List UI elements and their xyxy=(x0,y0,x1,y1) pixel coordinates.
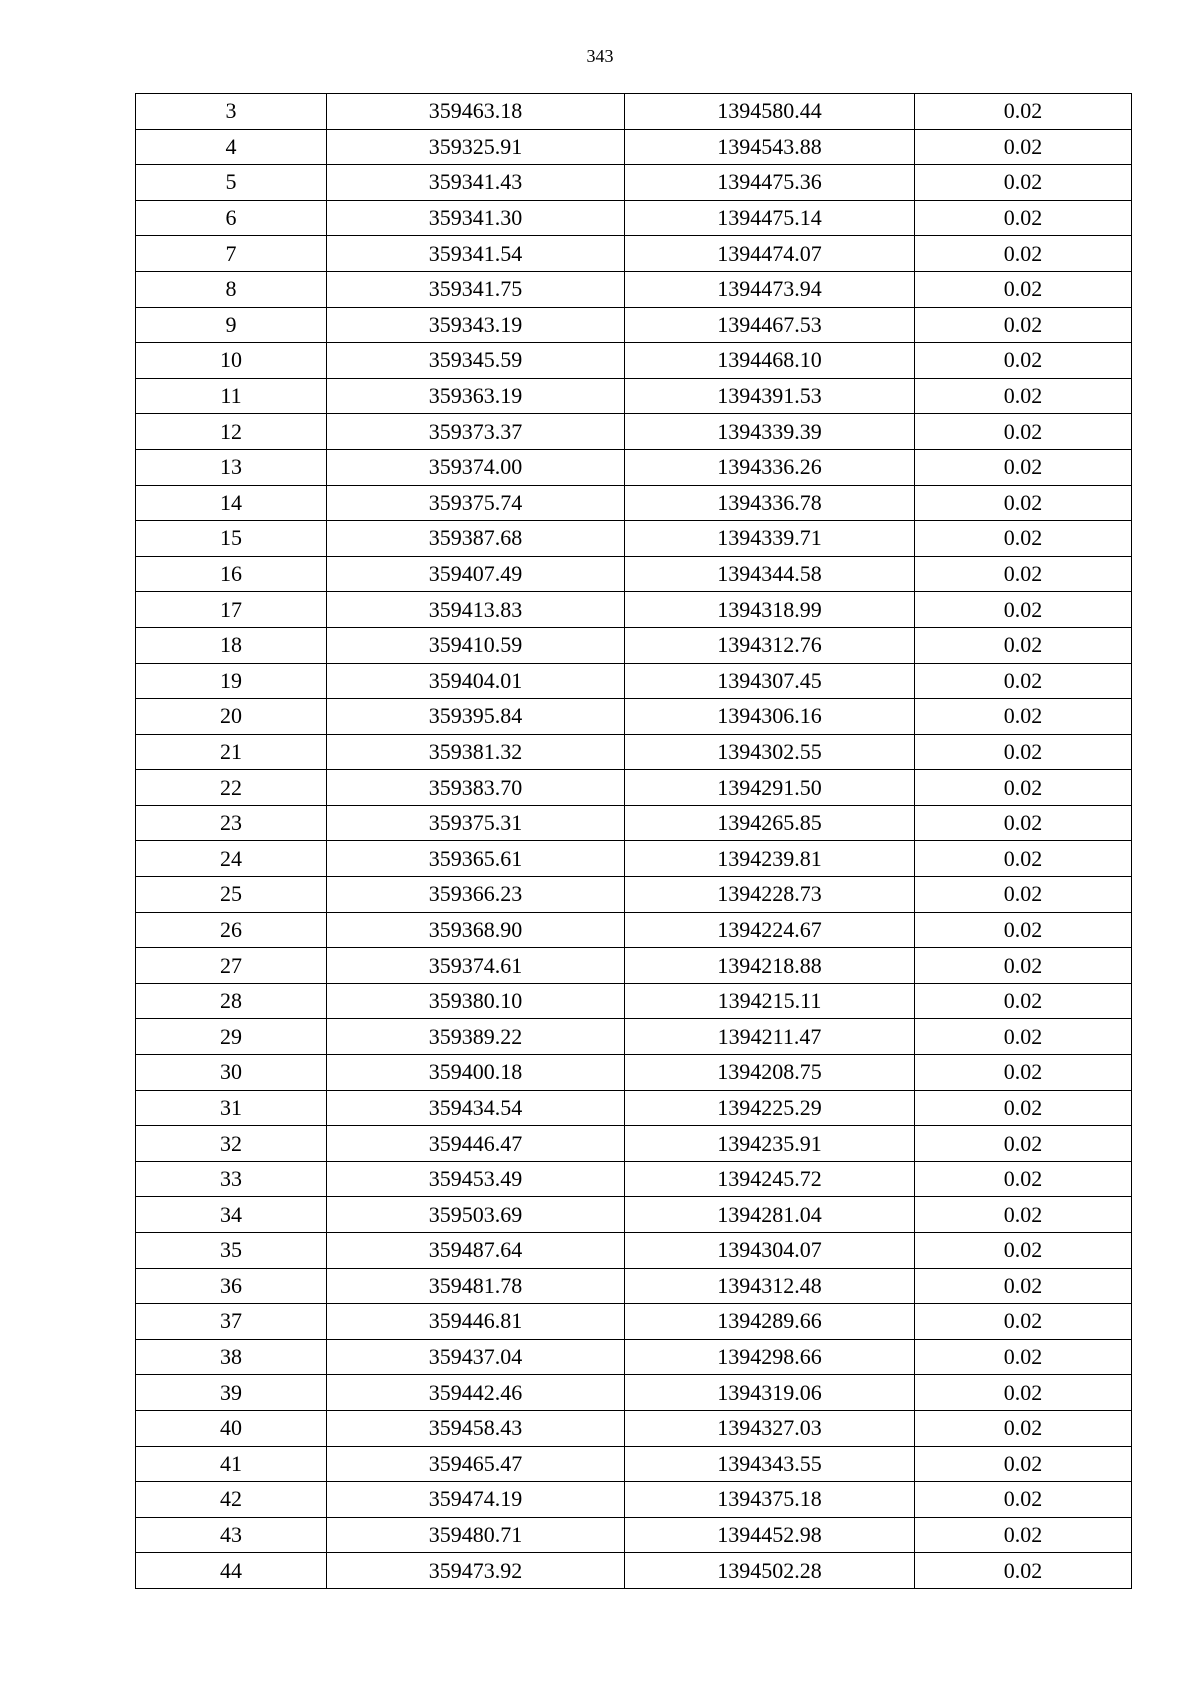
tolerance-cell: 0.02 xyxy=(915,556,1132,592)
point-number-cell: 25 xyxy=(136,877,327,913)
table-row xyxy=(136,485,1132,521)
point-number-cell: 4 xyxy=(136,129,327,165)
page-number: 343 xyxy=(586,46,614,66)
point-number-cell: 41 xyxy=(136,1446,327,1482)
point-number-cell: 38 xyxy=(136,1339,327,1375)
tolerance-cell: 0.02 xyxy=(915,1339,1132,1375)
x-coordinate-cell: 359341.54 xyxy=(327,236,625,272)
y-coordinate-cell: 1394281.04 xyxy=(625,1197,915,1233)
tolerance-cell: 0.02 xyxy=(915,1553,1132,1589)
x-coordinate-cell: 359375.31 xyxy=(327,805,625,841)
point-number-cell: 6 xyxy=(136,200,327,236)
point-number-cell: 12 xyxy=(136,414,327,450)
point-number-cell: 13 xyxy=(136,449,327,485)
x-coordinate-cell: 359341.75 xyxy=(327,271,625,307)
table-row xyxy=(136,1233,1132,1269)
point-number-cell: 44 xyxy=(136,1553,327,1589)
tolerance-cell: 0.02 xyxy=(915,592,1132,628)
table-row xyxy=(136,770,1132,806)
table-row xyxy=(136,948,1132,984)
tolerance-cell: 0.02 xyxy=(915,307,1132,343)
x-coordinate-cell: 359413.83 xyxy=(327,592,625,628)
y-coordinate-cell: 1394319.06 xyxy=(625,1375,915,1411)
tolerance-cell: 0.02 xyxy=(915,1268,1132,1304)
table-row xyxy=(136,1304,1132,1340)
x-coordinate-cell: 359407.49 xyxy=(327,556,625,592)
table-row xyxy=(136,1517,1132,1553)
y-coordinate-cell: 1394312.48 xyxy=(625,1268,915,1304)
point-number-cell: 3 xyxy=(136,94,327,130)
table-row xyxy=(136,1339,1132,1375)
point-number-cell: 26 xyxy=(136,912,327,948)
y-coordinate-cell: 1394306.16 xyxy=(625,699,915,735)
tolerance-cell: 0.02 xyxy=(915,449,1132,485)
y-coordinate-cell: 1394339.71 xyxy=(625,521,915,557)
point-number-cell: 28 xyxy=(136,983,327,1019)
y-coordinate-cell: 1394468.10 xyxy=(625,343,915,379)
table-row xyxy=(136,1375,1132,1411)
tolerance-cell: 0.02 xyxy=(915,1197,1132,1233)
x-coordinate-cell: 359458.43 xyxy=(327,1410,625,1446)
point-number-cell: 42 xyxy=(136,1482,327,1518)
tolerance-cell: 0.02 xyxy=(915,1161,1132,1197)
tolerance-cell: 0.02 xyxy=(915,521,1132,557)
table-row xyxy=(136,1446,1132,1482)
point-number-cell: 14 xyxy=(136,485,327,521)
table-row xyxy=(136,378,1132,414)
table-row xyxy=(136,449,1132,485)
tolerance-cell: 0.02 xyxy=(915,1090,1132,1126)
table-row xyxy=(136,414,1132,450)
table-row xyxy=(136,1268,1132,1304)
y-coordinate-cell: 1394235.91 xyxy=(625,1126,915,1162)
point-number-cell: 7 xyxy=(136,236,327,272)
table-row xyxy=(136,663,1132,699)
tolerance-cell: 0.02 xyxy=(915,805,1132,841)
point-number-cell: 33 xyxy=(136,1161,327,1197)
y-coordinate-cell: 1394225.29 xyxy=(625,1090,915,1126)
point-number-cell: 19 xyxy=(136,663,327,699)
tolerance-cell: 0.02 xyxy=(915,1055,1132,1091)
tolerance-cell: 0.02 xyxy=(915,94,1132,130)
table-row xyxy=(136,1161,1132,1197)
x-coordinate-cell: 359453.49 xyxy=(327,1161,625,1197)
x-coordinate-cell: 359381.32 xyxy=(327,734,625,770)
point-number-cell: 17 xyxy=(136,592,327,628)
tolerance-cell: 0.02 xyxy=(915,1233,1132,1269)
y-coordinate-cell: 1394475.36 xyxy=(625,165,915,201)
y-coordinate-cell: 1394327.03 xyxy=(625,1410,915,1446)
x-coordinate-cell: 359437.04 xyxy=(327,1339,625,1375)
point-number-cell: 22 xyxy=(136,770,327,806)
x-coordinate-cell: 359446.81 xyxy=(327,1304,625,1340)
x-coordinate-cell: 359446.47 xyxy=(327,1126,625,1162)
y-coordinate-cell: 1394218.88 xyxy=(625,948,915,984)
x-coordinate-cell: 359374.00 xyxy=(327,449,625,485)
y-coordinate-cell: 1394312.76 xyxy=(625,627,915,663)
x-coordinate-cell: 359442.46 xyxy=(327,1375,625,1411)
tolerance-cell: 0.02 xyxy=(915,734,1132,770)
x-coordinate-cell: 359463.18 xyxy=(327,94,625,130)
y-coordinate-cell: 1394211.47 xyxy=(625,1019,915,1055)
table-row xyxy=(136,877,1132,913)
point-number-cell: 36 xyxy=(136,1268,327,1304)
table-row xyxy=(136,1055,1132,1091)
y-coordinate-cell: 1394336.26 xyxy=(625,449,915,485)
point-number-cell: 35 xyxy=(136,1233,327,1269)
table-row xyxy=(136,699,1132,735)
point-number-cell: 18 xyxy=(136,627,327,663)
y-coordinate-cell: 1394343.55 xyxy=(625,1446,915,1482)
tolerance-cell: 0.02 xyxy=(915,1375,1132,1411)
x-coordinate-cell: 359373.37 xyxy=(327,414,625,450)
y-coordinate-cell: 1394289.66 xyxy=(625,1304,915,1340)
x-coordinate-cell: 359380.10 xyxy=(327,983,625,1019)
y-coordinate-cell: 1394452.98 xyxy=(625,1517,915,1553)
y-coordinate-cell: 1394302.55 xyxy=(625,734,915,770)
point-number-cell: 15 xyxy=(136,521,327,557)
y-coordinate-cell: 1394473.94 xyxy=(625,271,915,307)
x-coordinate-cell: 359365.61 xyxy=(327,841,625,877)
point-number-cell: 37 xyxy=(136,1304,327,1340)
tolerance-cell: 0.02 xyxy=(915,165,1132,201)
table-row xyxy=(136,1019,1132,1055)
point-number-cell: 23 xyxy=(136,805,327,841)
y-coordinate-cell: 1394245.72 xyxy=(625,1161,915,1197)
table-row xyxy=(136,521,1132,557)
table-row xyxy=(136,1410,1132,1446)
x-coordinate-cell: 359325.91 xyxy=(327,129,625,165)
x-coordinate-cell: 359374.61 xyxy=(327,948,625,984)
x-coordinate-cell: 359434.54 xyxy=(327,1090,625,1126)
table-row xyxy=(136,983,1132,1019)
table-row xyxy=(136,1197,1132,1233)
table-row xyxy=(136,129,1132,165)
point-number-cell: 27 xyxy=(136,948,327,984)
x-coordinate-cell: 359363.19 xyxy=(327,378,625,414)
x-coordinate-cell: 359465.47 xyxy=(327,1446,625,1482)
tolerance-cell: 0.02 xyxy=(915,378,1132,414)
x-coordinate-cell: 359387.68 xyxy=(327,521,625,557)
x-coordinate-cell: 359481.78 xyxy=(327,1268,625,1304)
tolerance-cell: 0.02 xyxy=(915,1446,1132,1482)
tolerance-cell: 0.02 xyxy=(915,1126,1132,1162)
point-number-cell: 8 xyxy=(136,271,327,307)
y-coordinate-cell: 1394336.78 xyxy=(625,485,915,521)
tolerance-cell: 0.02 xyxy=(915,1517,1132,1553)
table-row xyxy=(136,236,1132,272)
point-number-cell: 5 xyxy=(136,165,327,201)
point-number-cell: 30 xyxy=(136,1055,327,1091)
y-coordinate-cell: 1394304.07 xyxy=(625,1233,915,1269)
y-coordinate-cell: 1394475.14 xyxy=(625,200,915,236)
point-number-cell: 11 xyxy=(136,378,327,414)
x-coordinate-cell: 359341.43 xyxy=(327,165,625,201)
tolerance-cell: 0.02 xyxy=(915,485,1132,521)
tolerance-cell: 0.02 xyxy=(915,1019,1132,1055)
tolerance-cell: 0.02 xyxy=(915,200,1132,236)
tolerance-cell: 0.02 xyxy=(915,1304,1132,1340)
tolerance-cell: 0.02 xyxy=(915,129,1132,165)
coordinates-table-body xyxy=(136,94,1132,1589)
table-row xyxy=(136,343,1132,379)
table-row xyxy=(136,1553,1132,1589)
y-coordinate-cell: 1394239.81 xyxy=(625,841,915,877)
table-row xyxy=(136,271,1132,307)
y-coordinate-cell: 1394307.45 xyxy=(625,663,915,699)
y-coordinate-cell: 1394474.07 xyxy=(625,236,915,272)
point-number-cell: 9 xyxy=(136,307,327,343)
point-number-cell: 16 xyxy=(136,556,327,592)
y-coordinate-cell: 1394298.66 xyxy=(625,1339,915,1375)
y-coordinate-cell: 1394502.28 xyxy=(625,1553,915,1589)
x-coordinate-cell: 359503.69 xyxy=(327,1197,625,1233)
point-number-cell: 20 xyxy=(136,699,327,735)
table-row xyxy=(136,627,1132,663)
y-coordinate-cell: 1394265.85 xyxy=(625,805,915,841)
table-row xyxy=(136,1090,1132,1126)
point-number-cell: 31 xyxy=(136,1090,327,1126)
tolerance-cell: 0.02 xyxy=(915,877,1132,913)
tolerance-cell: 0.02 xyxy=(915,912,1132,948)
y-coordinate-cell: 1394375.18 xyxy=(625,1482,915,1518)
table-row xyxy=(136,94,1132,130)
table-row xyxy=(136,307,1132,343)
tolerance-cell: 0.02 xyxy=(915,627,1132,663)
coordinates-table xyxy=(135,93,1132,1589)
y-coordinate-cell: 1394580.44 xyxy=(625,94,915,130)
x-coordinate-cell: 359404.01 xyxy=(327,663,625,699)
table-row xyxy=(136,841,1132,877)
tolerance-cell: 0.02 xyxy=(915,983,1132,1019)
table-row xyxy=(136,1126,1132,1162)
x-coordinate-cell: 359389.22 xyxy=(327,1019,625,1055)
x-coordinate-cell: 359383.70 xyxy=(327,770,625,806)
tolerance-cell: 0.02 xyxy=(915,414,1132,450)
tolerance-cell: 0.02 xyxy=(915,770,1132,806)
x-coordinate-cell: 359410.59 xyxy=(327,627,625,663)
y-coordinate-cell: 1394291.50 xyxy=(625,770,915,806)
tolerance-cell: 0.02 xyxy=(915,699,1132,735)
x-coordinate-cell: 359487.64 xyxy=(327,1233,625,1269)
tolerance-cell: 0.02 xyxy=(915,841,1132,877)
tolerance-cell: 0.02 xyxy=(915,271,1132,307)
table-row xyxy=(136,805,1132,841)
x-coordinate-cell: 359366.23 xyxy=(327,877,625,913)
tolerance-cell: 0.02 xyxy=(915,236,1132,272)
x-coordinate-cell: 359341.30 xyxy=(327,200,625,236)
x-coordinate-cell: 359480.71 xyxy=(327,1517,625,1553)
tolerance-cell: 0.02 xyxy=(915,1410,1132,1446)
point-number-cell: 34 xyxy=(136,1197,327,1233)
table-row xyxy=(136,200,1132,236)
table-row xyxy=(136,912,1132,948)
y-coordinate-cell: 1394318.99 xyxy=(625,592,915,628)
point-number-cell: 43 xyxy=(136,1517,327,1553)
table-row xyxy=(136,165,1132,201)
x-coordinate-cell: 359345.59 xyxy=(327,343,625,379)
y-coordinate-cell: 1394215.11 xyxy=(625,983,915,1019)
y-coordinate-cell: 1394391.53 xyxy=(625,378,915,414)
x-coordinate-cell: 359474.19 xyxy=(327,1482,625,1518)
y-coordinate-cell: 1394208.75 xyxy=(625,1055,915,1091)
x-coordinate-cell: 359473.92 xyxy=(327,1553,625,1589)
x-coordinate-cell: 359395.84 xyxy=(327,699,625,735)
tolerance-cell: 0.02 xyxy=(915,948,1132,984)
point-number-cell: 32 xyxy=(136,1126,327,1162)
table-row xyxy=(136,734,1132,770)
table-row xyxy=(136,1482,1132,1518)
x-coordinate-cell: 359375.74 xyxy=(327,485,625,521)
point-number-cell: 40 xyxy=(136,1410,327,1446)
tolerance-cell: 0.02 xyxy=(915,1482,1132,1518)
point-number-cell: 29 xyxy=(136,1019,327,1055)
tolerance-cell: 0.02 xyxy=(915,663,1132,699)
table-row xyxy=(136,592,1132,628)
x-coordinate-cell: 359343.19 xyxy=(327,307,625,343)
y-coordinate-cell: 1394467.53 xyxy=(625,307,915,343)
x-coordinate-cell: 359368.90 xyxy=(327,912,625,948)
point-number-cell: 21 xyxy=(136,734,327,770)
y-coordinate-cell: 1394339.39 xyxy=(625,414,915,450)
y-coordinate-cell: 1394224.67 xyxy=(625,912,915,948)
point-number-cell: 10 xyxy=(136,343,327,379)
table-row xyxy=(136,556,1132,592)
x-coordinate-cell: 359400.18 xyxy=(327,1055,625,1091)
tolerance-cell: 0.02 xyxy=(915,343,1132,379)
y-coordinate-cell: 1394543.88 xyxy=(625,129,915,165)
y-coordinate-cell: 1394228.73 xyxy=(625,877,915,913)
y-coordinate-cell: 1394344.58 xyxy=(625,556,915,592)
point-number-cell: 24 xyxy=(136,841,327,877)
point-number-cell: 39 xyxy=(136,1375,327,1411)
